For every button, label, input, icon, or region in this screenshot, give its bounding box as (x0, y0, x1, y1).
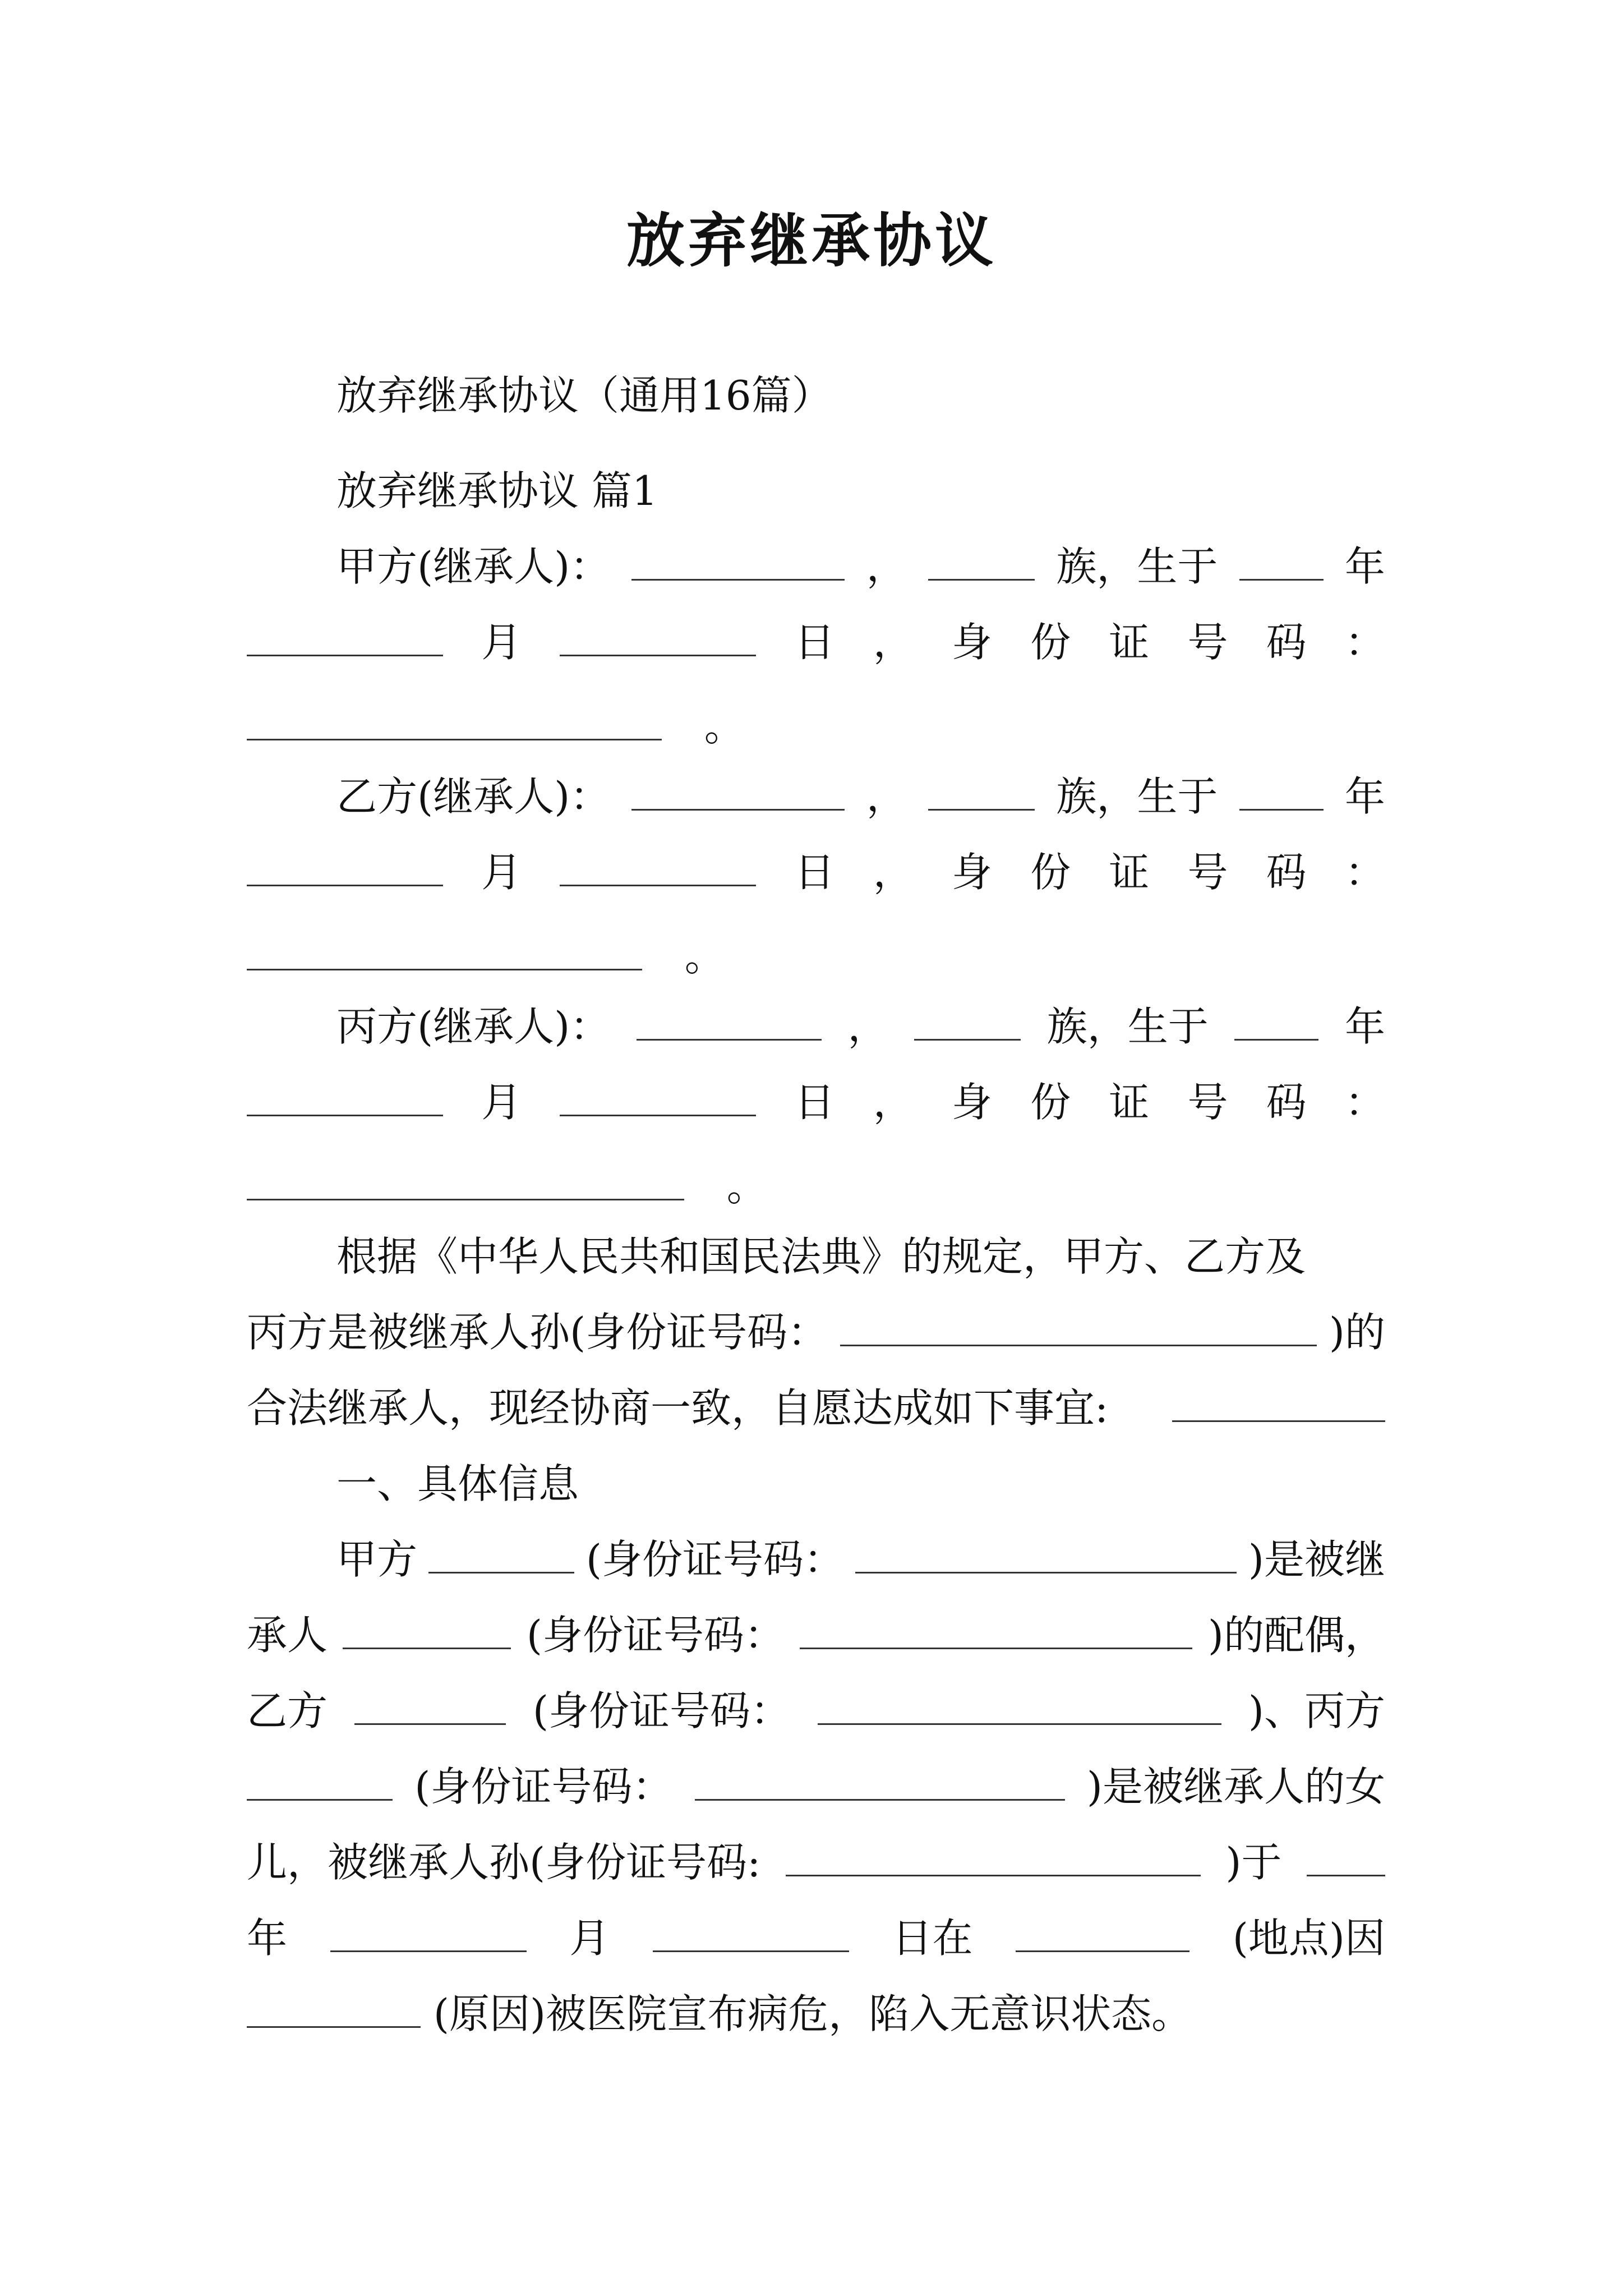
info-l1-b: (身份证号码： (585, 1536, 844, 1583)
event-month-blank (330, 1917, 527, 1952)
party-a-id-label-5: 码 (1266, 619, 1307, 666)
party-b-id-label-2: 份 (1030, 849, 1071, 896)
party-b-day: 日 (794, 849, 835, 896)
heading-general: 放弃继承协议（通用16篇） (336, 372, 832, 419)
info-l4-b: (身份证号码： (414, 1763, 673, 1810)
party-a-id-blank (247, 705, 662, 740)
party-b-month: 月 (481, 849, 522, 896)
party-b-line-3 (247, 928, 1385, 984)
info-line-6 (247, 1910, 1385, 1966)
party-b-name-blank (631, 775, 845, 811)
party-c-line-2 (247, 1074, 1385, 1130)
info-line-7 (247, 1986, 1385, 2042)
party-a-month: 月 (481, 619, 522, 666)
party-c-name-blank-2 (247, 1765, 393, 1801)
party-c-label: 丙方(继承人)： (336, 1003, 611, 1050)
info-l6-d: (地点)因 (1232, 1915, 1385, 1962)
info-l5-c: )于 (1225, 1839, 1282, 1886)
info-line-2 (247, 1607, 1385, 1663)
party-b-line-1 (336, 769, 1385, 825)
party-b-id-blank-2 (818, 1690, 1221, 1725)
info-line-5 (247, 1834, 1385, 1890)
party-c-name-blank (637, 1005, 822, 1041)
party-a-id-label-3: 证 (1109, 619, 1150, 666)
info-line-3 (247, 1683, 1385, 1739)
event-year-blank (1307, 1841, 1385, 1876)
party-b-id-blank (247, 935, 642, 970)
info-l2-b: (身份证号码： (526, 1612, 785, 1659)
party-b-name-blank-2 (354, 1690, 506, 1725)
deceased-id-blank-3 (786, 1841, 1201, 1876)
info-l7-b: (原因)被医院宣布病危，陷入无意识状态。 (433, 1990, 1192, 2037)
section-1-heading: 一、具体信息 (336, 1460, 579, 1507)
party-c-month-blank (247, 1081, 443, 1116)
party-b-year-blank (1239, 775, 1324, 811)
party-b-label: 乙方(继承人)： (336, 773, 611, 820)
party-a-name-blank-2 (428, 1538, 574, 1573)
party-a-line-1 (336, 539, 1385, 595)
party-a-name-blank (631, 545, 845, 581)
party-c-year: 年 (1344, 1003, 1385, 1050)
party-c-year-blank (1234, 1005, 1318, 1041)
event-place-blank (1016, 1917, 1189, 1952)
info-l3-b: (身份证号码： (532, 1687, 791, 1734)
info-l1-a: 甲方 (336, 1536, 418, 1583)
party-a-line-2 (247, 614, 1385, 670)
basis-line-3-text: 合法继承人，现经协商一致，自愿达成如下事宜: (247, 1384, 1109, 1432)
party-c-id-label-5: 码 (1266, 1079, 1307, 1126)
party-b-id-label-3: 证 (1109, 849, 1150, 896)
deceased-id-blank-2 (800, 1614, 1192, 1649)
heading-part-1: 放弃继承协议 篇1 (336, 467, 658, 514)
party-a-id-label-2: 份 (1030, 619, 1071, 666)
info-l6-b: 月 (569, 1915, 610, 1962)
party-a-day-blank (560, 621, 756, 656)
party-c-id-blank (247, 1165, 684, 1200)
info-l4-c: )是被继承人的女 (1086, 1763, 1385, 1810)
party-c-comma: ， (847, 1003, 888, 1050)
party-c-end: 。 (726, 1163, 767, 1210)
party-b-line-2 (247, 844, 1385, 900)
party-a-id-label-0: ， (873, 619, 914, 666)
party-b-comma: ， (866, 773, 907, 820)
info-line-1 (336, 1531, 1385, 1588)
document-title: 放弃继承协议 (626, 206, 997, 275)
info-l6-a: 年 (247, 1915, 288, 1962)
party-a-comma: ， (866, 543, 907, 590)
party-c-month: 月 (481, 1079, 522, 1126)
party-a-id-label-1: 身 (951, 619, 992, 666)
party-b-month-blank (247, 851, 443, 886)
party-a-id-label-6: ： (1344, 619, 1385, 666)
party-a-end: 。 (704, 703, 745, 750)
party-c-id-blank-2 (695, 1765, 1065, 1801)
party-a-year: 年 (1344, 543, 1385, 590)
party-c-id-label-2: 份 (1030, 1079, 1071, 1126)
event-cause-blank (247, 1993, 421, 2028)
party-b-ethnic: 族，生于 (1056, 773, 1218, 820)
basis-matter-blank (1172, 1387, 1385, 1422)
info-l5-a: 儿，被继承人孙(身份证号码: (247, 1839, 761, 1886)
event-day-blank (653, 1917, 849, 1952)
party-b-ethnic-blank (928, 775, 1035, 811)
party-a-month-blank (247, 621, 443, 656)
party-b-end: 。 (684, 933, 725, 980)
party-c-id-label-0: ， (873, 1079, 914, 1126)
party-c-day-blank (560, 1081, 756, 1116)
info-line-4 (247, 1759, 1385, 1815)
party-c-line-3 (247, 1158, 1385, 1214)
basis-line-3 (247, 1380, 1385, 1436)
deceased-name-blank (343, 1614, 511, 1649)
info-l3-c: )、丙方 (1248, 1687, 1385, 1734)
party-b-id-label-1: 身 (951, 849, 992, 896)
party-a-line-3 (247, 698, 1385, 754)
info-l3-a: 乙方 (247, 1687, 328, 1734)
party-a-day: 日 (794, 619, 835, 666)
party-b-id-label-6: ： (1344, 849, 1385, 896)
party-a-year-blank (1239, 545, 1324, 581)
party-b-id-label-4: 号 (1187, 849, 1228, 896)
party-a-ethnic-blank (928, 545, 1035, 581)
deceased-id-blank (840, 1311, 1317, 1346)
info-l1-c: )是被继 (1248, 1536, 1385, 1583)
basis-line-1: 根据《中华人民共和国民法典》的规定，甲方、乙方及 (336, 1233, 1306, 1280)
party-c-id-label-1: 身 (951, 1079, 992, 1126)
party-b-day-blank (560, 851, 756, 886)
party-a-label: 甲方(继承人)： (336, 543, 611, 590)
party-c-ethnic-blank (914, 1005, 1021, 1041)
basis-line-2 (247, 1304, 1385, 1360)
party-a-id-label-4: 号 (1187, 619, 1228, 666)
party-b-id-label-0: ， (873, 849, 914, 896)
party-a-ethnic: 族，生于 (1056, 543, 1218, 590)
info-l6-c: 日在 (892, 1915, 973, 1962)
info-l2-a: 承人 (247, 1612, 328, 1659)
party-c-id-label-3: 证 (1109, 1079, 1150, 1126)
info-l2-c: )的配偶， (1207, 1612, 1385, 1659)
basis-line-2-end: )的 (1329, 1309, 1385, 1356)
party-b-id-label-5: 码 (1266, 849, 1307, 896)
party-a-id-blank-2 (855, 1538, 1237, 1573)
party-c-day: 日 (794, 1079, 835, 1126)
basis-line-2-text: 丙方是被继承人孙(身份证号码： (247, 1309, 828, 1356)
party-c-id-label-6: ： (1344, 1079, 1385, 1126)
party-c-id-label-4: 号 (1187, 1079, 1228, 1126)
party-c-line-1 (336, 999, 1385, 1055)
party-b-year: 年 (1344, 773, 1385, 820)
party-c-ethnic: 族，生于 (1046, 1003, 1209, 1050)
